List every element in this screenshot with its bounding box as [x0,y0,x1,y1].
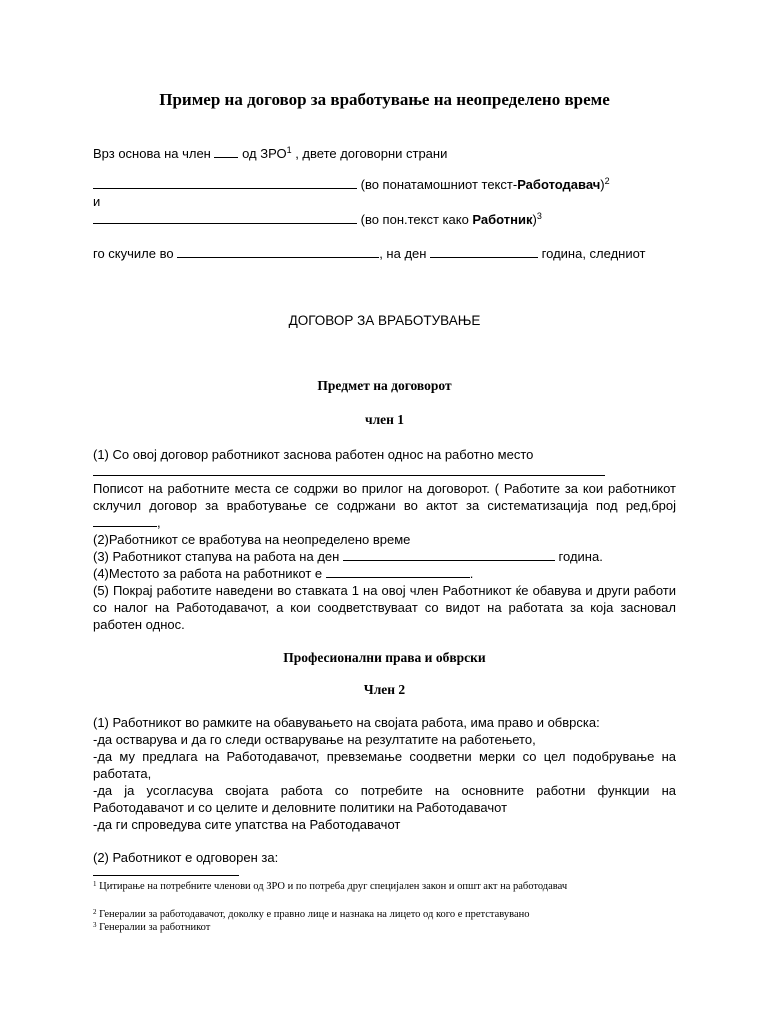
intro-legal-basis-line [93,145,447,161]
footnote-ref: 3 [536,211,542,221]
concluded-text: го скучиле во [93,246,178,261]
footnote-number: 1 [93,880,97,888]
article-2-body [93,714,676,833]
paragraph [93,480,676,531]
article-number-blank[interactable] [214,145,238,158]
concluded-line [93,245,646,261]
intro-text: Врз основа на член [93,146,215,161]
document-title: Пример на договор за вработување на неопределено време [159,90,610,109]
article-1-body [93,446,676,633]
footnote-text: Генералии за работодавачот, доколку е правно лице и назнака на лицето од кого е претставувано [96,909,530,920]
and-text: и [93,194,101,209]
section-heading-rights: Професионални права и обврски [283,650,486,665]
footnote-1 [93,880,613,894]
workplace-blank[interactable] [93,463,605,476]
employer-line [93,176,610,192]
paragraph: (1) Со овој договор работникот заснова работен однос на работно место [93,447,534,462]
worker-text: (во пон.текст како [357,212,473,227]
paragraph [93,565,676,582]
footnote-3 [93,921,613,935]
intro-text: од ЗРО [238,146,287,161]
section-heading-subject: Предмет на договорот [317,378,452,393]
paragraph-text: . [469,566,474,581]
employer-label: Работодавач [517,177,601,192]
footnote-text: Генералии за работникот [96,922,211,933]
worker-text: ) [532,212,537,227]
paragraph: (2) Работникот е одговорен за: [93,850,279,865]
paragraph: (5) Покрај работите наведени во ставката 1 на овој член Работникот ќе обавува и други работи со налог на Работодавачот, а кои соодветствуваат со видот на работата за која засновал работен однос. [93,583,676,632]
start-date-blank[interactable] [343,548,555,561]
footnote-number: 3 [93,921,97,929]
paragraph-text: Пописот на работните места се содржи во прилог на договорот. ( Работите за кои работникот склучил договор за вработување се содржани во актот за систематизација под ред,број [93,481,676,513]
employer-name-blank[interactable] [93,176,357,189]
worker-name-blank[interactable] [93,211,357,224]
place-blank[interactable] [177,245,379,258]
worker-label: Работник [472,212,533,227]
footnote-2 [93,908,613,922]
paragraph-text: (3) Работникот стапува на работа на ден [93,549,343,564]
list-item: -да ја усогласува својата работа со потребите на основните работни функции на Работодавачот и со целите и деловните политики на Работодавачот [93,783,676,815]
footnote-text: Цитирање на потребните членови од ЗРО и по потреба друг специјален закон и општ акт на работодавач [96,881,568,892]
paragraph-text: , [157,515,161,530]
workplace-blank-row [93,463,676,480]
intro-text: , двете договорни страни [291,146,448,161]
list-item: -да ги спроведува сите упатства на Работодавачот [93,817,401,832]
concluded-text: , на ден [379,246,431,261]
ordinal-number-blank[interactable] [93,514,157,527]
list-item: -да остварува и да го следи остварување на резултатите на работењето, [93,732,536,747]
employer-text: ) [600,177,605,192]
workplace-location-blank[interactable] [326,565,470,578]
footnote-separator [93,875,239,876]
footnote-ref: 2 [604,176,610,186]
date-blank[interactable] [430,245,538,258]
article-2-heading: Член 2 [363,682,406,697]
contract-heading: ДОГОВОР ЗА ВРАБОТУВАЊЕ [288,313,481,328]
worker-line [93,211,542,227]
paragraph-text: (4)Местото за работа на работникот е [93,566,326,581]
employer-text: (во понатамошниот текст- [357,177,518,192]
paragraph: (1) Работникот во рамките на обавувањето на својата работа, има право и обврска: [93,715,600,730]
concluded-text: година, следниот [538,246,646,261]
article-1-heading: член 1 [364,412,405,427]
paragraph-text: година. [554,549,603,564]
list-item: -да му предлага на Работодавачот, превземање соодветни мерки со цел подобрување на работата, [93,749,676,781]
paragraph: (2)Работникот се вработува на неопределено време [93,532,411,547]
paragraph [93,548,676,565]
footnote-ref: 1 [286,145,292,155]
footnote-number: 2 [93,908,97,916]
